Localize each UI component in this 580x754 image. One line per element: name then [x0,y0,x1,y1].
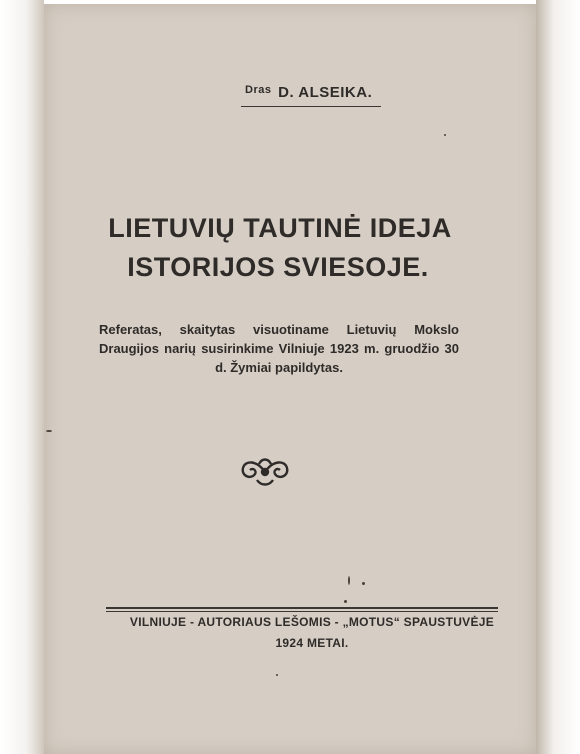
imprint-line-2: 1924 METAI. [275,636,349,650]
title-page [44,4,536,754]
imprint-rule-top [106,607,498,609]
book-title-line-1: LIETUVIŲ TAUTINĖ IDEJA [108,213,452,243]
paper-speck [348,576,350,585]
author-prefix: Dras [245,84,272,96]
subtitle-paragraph: Referatas, skaitytas visuotiname Lietuvių Mokslo Draugijos narių susirinkime Vilniuje 1923 m. gruodžio 30 d. Žymiai papildytas. [99,322,459,375]
page-left-shadow [0,0,44,754]
imprint-line-1: VILNIUJE - AUTORIAUS LEŠOMIS - „MOTUS“ SPAUSTUVĖJE [129,615,495,629]
author-underline [241,106,381,107]
paper-speck [362,582,365,585]
book-title-line-2: ISTORIJOS SVIESOJE. [127,252,429,282]
paper-speck [444,134,446,136]
paper-speck [344,600,347,603]
author-name: D. ALSEIKA. [278,84,373,101]
author-line [245,84,372,101]
paper-speck [46,430,52,432]
imprint-rule-bottom [106,611,498,612]
floral-ornament-icon [237,454,293,490]
paper-speck [276,674,278,676]
